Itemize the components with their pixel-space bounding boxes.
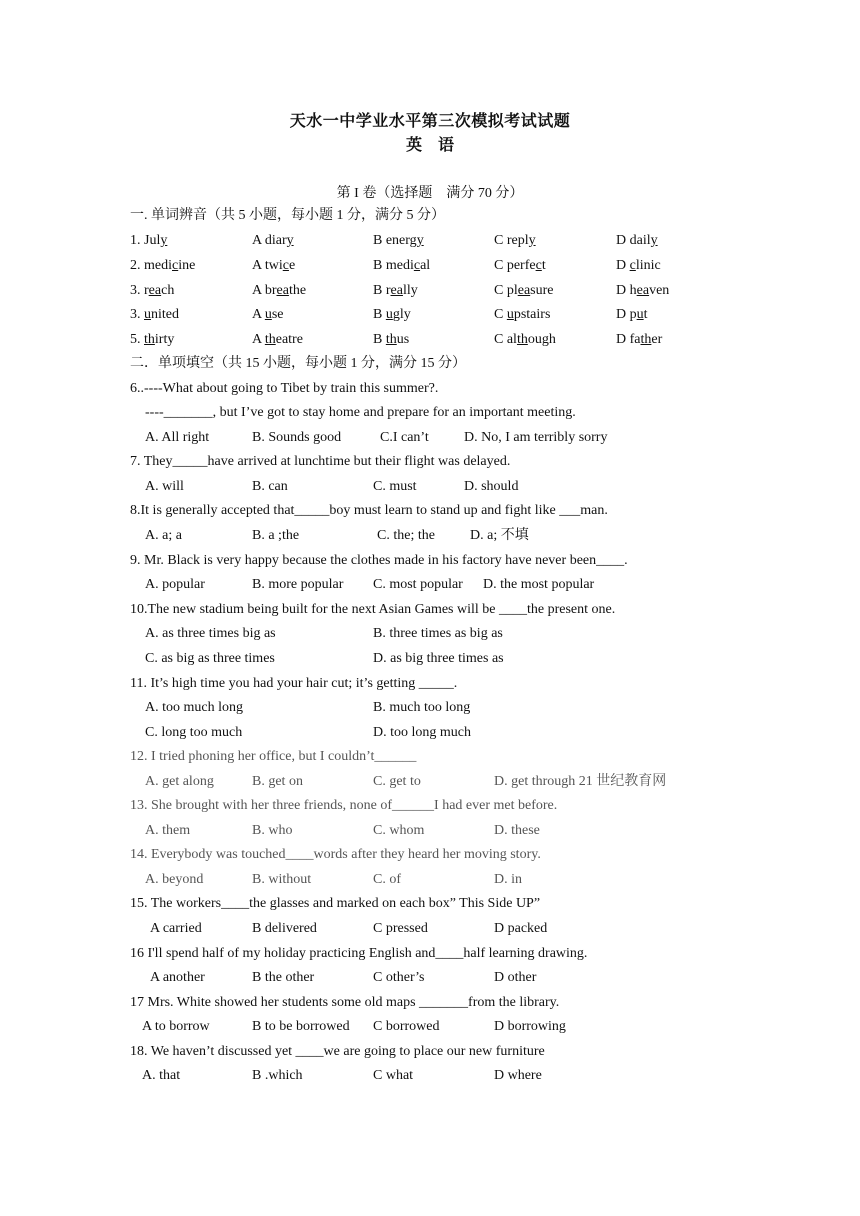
option-b: B to be borrowed [252, 1019, 350, 1034]
underlined-sound: y [650, 233, 658, 248]
option-a: A to borrow [142, 1019, 210, 1034]
option-b: B. more popular [252, 577, 344, 592]
option-a: A. popular [145, 577, 205, 592]
underlined-sound: c [413, 258, 421, 273]
phonics-option: C perfect [494, 258, 546, 273]
question-stem: 17 Mrs. White showed her students some old maps _______from the library. [130, 995, 560, 1010]
option-b: B the other [252, 970, 315, 985]
option-b: B delivered [252, 921, 317, 936]
option-b: B. a ;the [252, 528, 300, 543]
option-c: C other’s [373, 970, 425, 985]
question-stem: 18. We haven’t discussed yet ____we are going to place our new furniture [130, 1044, 545, 1059]
underlined-sound: y [160, 233, 168, 248]
phonics-option: D daily [616, 233, 658, 248]
option-d: D. a; 不填 [470, 528, 529, 543]
option-d: D other [494, 970, 537, 985]
option-a: A. them [145, 823, 191, 838]
underlined-sound: ea [276, 283, 289, 298]
option-a: A another [150, 970, 205, 985]
underlined-sound: u [506, 307, 514, 322]
phonics-option: B medical [373, 258, 431, 273]
underlined-sound: u [636, 307, 644, 322]
option-d: D borrowing [494, 1019, 566, 1034]
option-c: C. as big as three times [145, 651, 275, 666]
option-a: A. as three times big as [145, 626, 276, 641]
underlined-sound: y [528, 233, 536, 248]
underlined-sound: th [264, 332, 276, 347]
option-a: A. will [145, 479, 184, 494]
phonics-option: D father [616, 332, 663, 347]
underlined-sound: u [385, 307, 393, 322]
question-stem: 7. They_____have arrived at lunchtime but their flight was delayed. [130, 454, 511, 469]
option-d: D where [494, 1068, 542, 1083]
option-d: D. in [494, 872, 522, 887]
option-c: C what [373, 1068, 414, 1083]
phonics-option: B energy [373, 233, 424, 248]
option-b: B. three times as big as [373, 626, 503, 641]
phonics-option: A twice [252, 258, 296, 273]
phonics-option: A theatre [252, 332, 303, 347]
option-b: B. Sounds good [252, 430, 342, 445]
option-d: D. No, I am terribly sorry [464, 430, 608, 445]
phonics-option: C pleasure [494, 283, 554, 298]
underlined-sound: ea [390, 283, 403, 298]
option-a: A. All right [145, 430, 210, 445]
question-stem: ----_______, but I’ve got to stay home and prepare for an important meeting. [145, 405, 576, 420]
option-c: C pressed [373, 921, 428, 936]
phonics-option: C reply [494, 233, 536, 248]
phonics-target-word: 5. thirty [130, 332, 175, 347]
phonics-target-word: 2. medicine [130, 258, 196, 273]
underlined-sound: th [144, 332, 155, 347]
underlined-sound: c [172, 258, 179, 273]
question-stem: 16 I'll spend half of my holiday practicing English and____half learning drawing. [130, 946, 588, 961]
option-b: B .which [252, 1068, 303, 1083]
option-c: C. of [373, 872, 401, 887]
question-stem: 6..----What about going to Tibet by train this summer?. [130, 381, 439, 396]
section2-heading: 二．单项填空（共 15 小题，每小题 1 分，满分 15 分） [130, 356, 466, 371]
option-b: B. much too long [373, 700, 471, 715]
option-d: D. these [494, 823, 540, 838]
underlined-sound: u [264, 307, 272, 322]
option-b: B. get on [252, 774, 303, 789]
option-b: B. can [252, 479, 288, 494]
phonics-option: B really [373, 283, 418, 298]
underlined-sound: u [144, 307, 151, 322]
option-a: A. too much long [145, 700, 243, 715]
option-a: A. that [142, 1068, 181, 1083]
phonics-option: A breathe [252, 283, 307, 298]
phonics-target-word: 3. united [130, 307, 179, 322]
underlined-sound: y [416, 233, 424, 248]
underlined-sound: th [516, 332, 528, 347]
underlined-sound: ea [148, 283, 162, 298]
phonics-target-word: 1. July [130, 233, 168, 248]
option-d: D. should [464, 479, 519, 494]
question-stem: 9. Mr. Black is very happy because the clothes made in his factory have never been____. [130, 553, 628, 568]
option-a: A. get along [145, 774, 214, 789]
option-c: C. most popular [373, 577, 463, 592]
option-b: B. without [252, 872, 312, 887]
option-c: C. long too much [145, 725, 243, 740]
phonics-option: D clinic [616, 258, 661, 273]
option-a: A. beyond [145, 872, 204, 887]
option-c: C. the; the [377, 528, 435, 543]
option-d: D. too long much [373, 725, 471, 740]
phonics-target-word: 3. reach [130, 283, 175, 298]
underlined-sound: c [535, 258, 542, 273]
phonics-option: A use [252, 307, 284, 322]
underlined-sound: c [629, 258, 636, 273]
option-c: C. whom [373, 823, 425, 838]
underlined-sound: c [282, 258, 289, 273]
option-c: C. get to [373, 774, 421, 789]
question-stem: 12. I tried phoning her office, but I couldn’t______ [130, 749, 417, 764]
section1-heading: 一. 单词辨音（共 5 小题，每小题 1 分，满分 5 分） [130, 208, 445, 223]
phonics-option: C although [494, 332, 556, 347]
option-d: D. the most popular [483, 577, 595, 592]
option-a: A. a; a [145, 528, 182, 543]
question-stem: 13. She brought with her three friends, none of______I had ever met before. [130, 798, 558, 813]
underlined-sound: y [286, 233, 294, 248]
underlined-sound: th [385, 332, 397, 347]
phonics-option: A diary [252, 233, 294, 248]
underlined-sound: th [640, 332, 652, 347]
question-stem: 11. It’s high time you had your hair cut; it’s getting _____. [130, 676, 458, 691]
phonics-option: D put [616, 307, 648, 322]
option-c: C.I can’t [380, 430, 429, 445]
question-stem: 15. The workers____the glasses and marked on each box” This Side UP” [130, 896, 541, 911]
exam-subject: 英 语 [405, 137, 454, 154]
option-d: D. get through 21 世纪教育网 [494, 774, 667, 789]
question-stem: 10.The new stadium being built for the next Asian Games will be ____the present one. [130, 602, 616, 617]
phonics-option: D heaven [616, 283, 670, 298]
phonics-option: B thus [373, 332, 410, 347]
option-a: A carried [150, 921, 202, 936]
question-stem: 14. Everybody was touched____words after they heard her moving story. [130, 847, 541, 862]
underlined-sound: ea [636, 283, 650, 298]
option-c: C borrowed [373, 1019, 440, 1034]
phonics-option: C upstairs [494, 307, 551, 322]
option-b: B. who [252, 823, 293, 838]
option-d: D. as big three times as [373, 651, 504, 666]
part-heading: 第 I 卷（选择题 满分 70 分） [336, 186, 524, 201]
phonics-option: B ugly [373, 307, 411, 322]
underlined-sound: ea [517, 283, 531, 298]
exam-title: 天水一中学业水平第三次模拟考试试题 [289, 113, 571, 130]
question-stem: 8.It is generally accepted that_____boy must learn to stand up and fight like ___man. [130, 503, 608, 518]
option-d: D packed [494, 921, 548, 936]
option-c: C. must [373, 479, 417, 494]
